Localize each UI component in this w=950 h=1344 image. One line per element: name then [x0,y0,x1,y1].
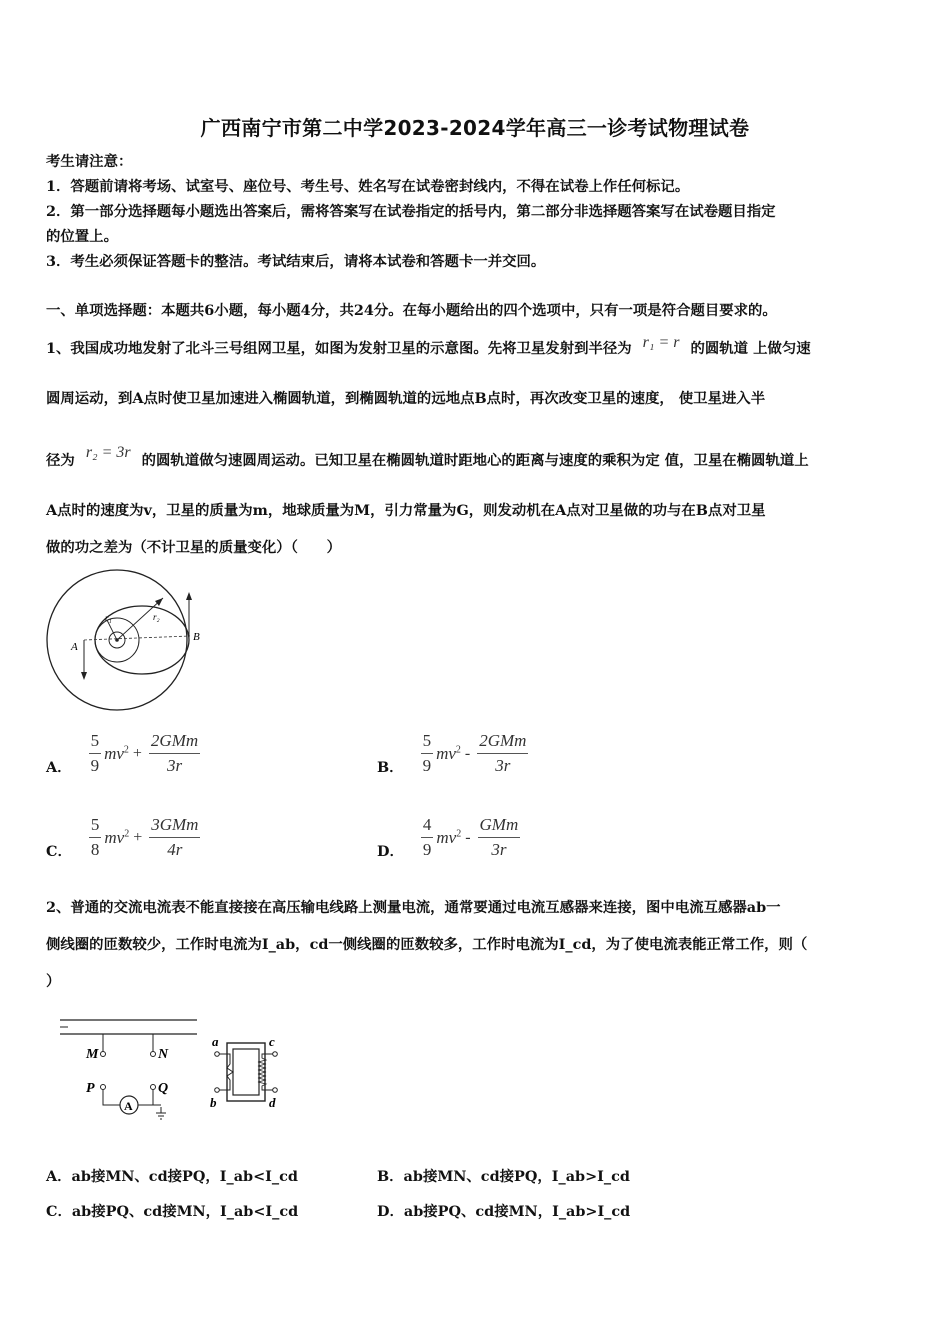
operator: - [465,828,471,846]
transformer-core-inner [233,1049,259,1095]
primary-coil [219,1054,233,1090]
term-text: mv [436,743,456,763]
q1-option-c[interactable] [46,814,203,861]
coef-fraction [421,731,434,776]
term-text: mv [104,827,125,847]
r1-line [107,620,117,640]
velocity-a-arrowhead [81,672,87,680]
gmm-fraction [149,815,200,860]
mv-term [104,828,129,848]
q1-option-a[interactable] [46,730,203,777]
gmm-den: 3r [495,756,511,775]
q1-line-3b: 的圆轨道做匀速圆周运动。已知卫星在椭圆轨道时距地心的距离与速度的乘积为定 值，卫星在椭圆轨道上 [141,452,809,469]
q1-line-3 [46,444,809,471]
gmm-fraction [149,731,200,776]
notice-item-2: 2．第一部分选择题每小题选出答案后，需将答案写在试卷指定的括号内，第二部分非选择题答案写在试卷题目指定 [46,203,776,220]
notice-heading: 考生请注意： [46,153,133,170]
section-heading: 一、单项选择题：本题共6小题，每小题4分，共24分。在每小题给出的四个选项中，只有一项是符合题目要求的。 [46,302,777,319]
mv-term [436,828,461,848]
gmm-num: 2GMm [149,731,200,754]
gmm-den: 4r [167,840,183,859]
coef-fraction [89,731,102,776]
label-n: N [158,1047,169,1062]
terminal-b [215,1088,220,1093]
q1-line-2: 圆周运动，到A点时使卫星加速进入椭圆轨道，到椭圆轨道的远地点B点时，再次改变卫星的速度， 使卫星进入半 [46,390,766,407]
gmm-num: GMm [478,815,521,838]
operator: + [132,744,142,762]
ammeter-label: A [124,1099,133,1113]
q2-line-1: 2、普通的交流电流表不能直接接在高压输电线路上测量电流，通常要通过电流互感器来连接，图中电流互感器ab一 [46,899,781,916]
q1-line-1b: 的圆轨道 上做匀速 [690,340,811,357]
mv-term [436,744,461,764]
q1-r1-formula: r₁ = r [642,334,680,351]
label-d: d [269,1095,276,1110]
q1-line-1 [46,334,811,359]
q1-option-b[interactable] [377,730,531,777]
gmm-num: 2GMm [477,731,528,754]
q2-option-d[interactable]: D．ab接PQ、cd接MN，I_ab>I_cd [377,1203,631,1220]
q2-option-b[interactable]: B．ab接MN、cd接PQ，I_ab>I_cd [377,1168,630,1185]
label-p: P [86,1081,95,1096]
mv-term [104,744,129,764]
coef-num: 5 [89,815,102,838]
q2-option-a[interactable]: A．ab接MN、cd接PQ，I_ab<I_cd [46,1168,298,1185]
p-terminal [101,1085,106,1090]
q1-orbit-diagram [40,568,215,718]
ammeter-wire [103,1090,120,1105]
term-text: mv [104,743,124,763]
page-title: 广西南宁市第二中学2023-2024学年高三一诊考试物理试卷 [200,116,750,140]
r1-label: r₁ [105,613,112,623]
q-terminal [151,1085,156,1090]
operator: - [464,744,471,762]
coef-num: 4 [421,815,434,838]
velocity-b-arrowhead [186,592,192,600]
option-label: B． [377,759,404,776]
operator: + [133,828,143,846]
m-terminal [101,1052,106,1057]
label-a: a [212,1034,219,1049]
exponent: 2 [124,827,130,839]
q1-line-4: A点时的速度为v，卫星的质量为m，地球质量为M，引力常量为G，则发动机在A点对卫星做的功与在B点对卫星 [46,502,766,519]
coef-den: 9 [90,756,100,775]
q2-line-2: 侧线圈的匝数较少，工作时电流为I_ab，cd一侧线圈的匝数较多，工作时电流为I_cd，为了使电流表能正常工作，则（ [46,936,808,953]
label-q: Q [158,1081,169,1096]
coef-num: 5 [89,731,102,754]
q1-line-3a: 径为 [46,452,75,469]
r2-label: r₂ [153,612,160,622]
gmm-num: 3GMm [149,815,200,838]
terminal-a [215,1052,220,1057]
term-text: mv [436,827,457,847]
notice-item-3: 3．考生必须保证答题卡的整洁。考试结束后，请将本试卷和答题卡一并交回。 [46,253,546,270]
label-c: c [269,1034,275,1049]
exponent: 2 [456,827,462,839]
coef-num: 5 [421,731,434,754]
coef-den: 8 [90,840,100,859]
notice-item-1: 1．答题前请将考场、试室号、座位号、考生号、姓名写在试卷密封线内，不得在试卷上作任何标记。 [46,178,690,195]
gmm-den: 3r [491,840,507,859]
coef-fraction [421,815,434,860]
option-label: C． [46,843,72,860]
label-b: b [210,1095,217,1110]
q1-r2-formula: r₂ = 3r [85,444,131,461]
q1-option-d[interactable] [377,814,523,861]
q2-option-c[interactable]: C．ab接PQ、cd接MN，I_ab<I_cd [46,1203,299,1220]
q1-line-5: 做的功之差为（不计卫星的质量变化）（ ） [46,539,342,556]
exponent: 2 [455,743,461,755]
terminal-d [273,1088,278,1093]
gmm-den: 3r [166,756,183,775]
q1-line-1a: 1、我国成功地发射了北斗三号组网卫星，如图为发射卫星的示意图。先将卫星发射到半径为 [46,340,632,357]
q2-line-3: ） [46,973,61,990]
point-a-label: A [71,641,78,653]
option-label: A． [46,759,72,776]
notice-item-2-cont: 的位置上。 [46,228,118,245]
gmm-fraction [477,731,528,776]
coef-fraction [89,815,102,860]
label-m: M [86,1047,99,1062]
coef-den: 9 [422,756,432,775]
n-terminal [151,1052,156,1057]
secondary-coil [258,1054,273,1090]
exponent: 2 [123,743,129,755]
ammeter-wire-2 [138,1090,153,1105]
coef-den: 9 [422,840,432,859]
q2-transformer-diagram [55,1010,295,1125]
gmm-fraction [478,815,521,860]
terminal-c [273,1052,278,1057]
option-label: D． [377,843,404,860]
axis-dashed [84,636,190,640]
point-b-label: B [193,631,200,643]
